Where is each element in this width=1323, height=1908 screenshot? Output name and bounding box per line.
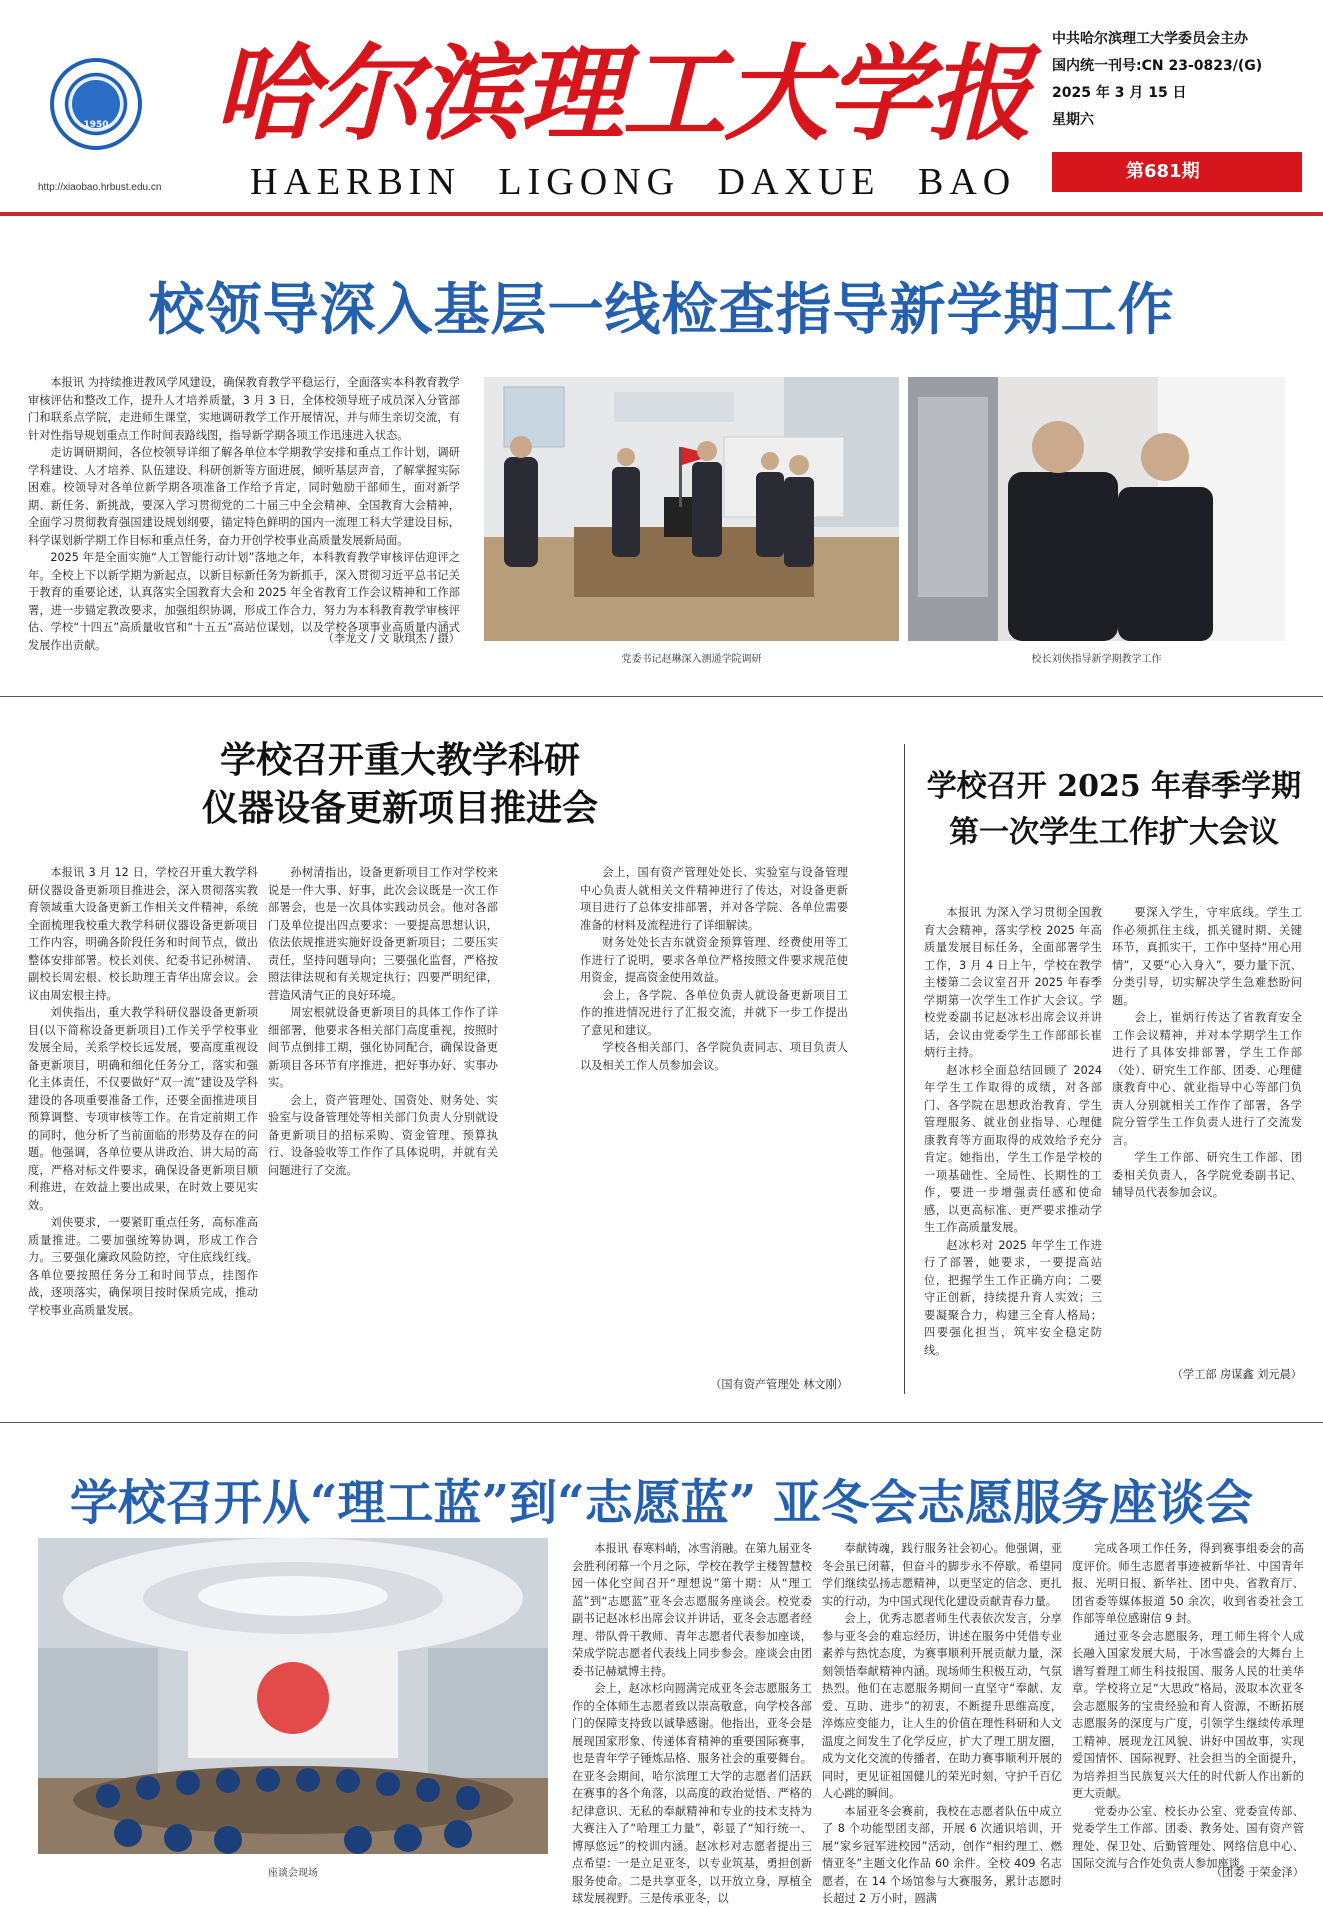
article3-signature: （学工部 房谋鑫 刘元晨） (1171, 1368, 1302, 1381)
meeting-room-scene (38, 1538, 548, 1854)
article2-paragraph: 本报讯 3 月 12 日，学校召开重大教学科研仪器设备更新项目推进会，深入贯彻落实教育领域重大设备更新工作相关文件精神，系统全面梳理我校重大教学科研仪器设备更新项目工作内容，明确各阶段任务和时间节点，做出整体安排部署。校长刘侠、纪委书记孙树清、副校长周宏根、校长助理王青华出席会议。会议由周宏根主持。 (28, 866, 258, 1002)
article3-paragraph: 要深入学生，守牢底线。学生工作必须抓住主线，抓关键时期、关键环节，真抓实干，工作中坚持“用心用情”，又要“心入身入”，要力量下沉、分类引导，切实解决学生急难愁盼问题。 (1112, 906, 1302, 1007)
article2-headline-line1: 学校召开重大教学科研 (219, 739, 580, 781)
article1-paragraph: 2025 年是全面实施“人工智能行动计划”落地之年，本科教育教学审核评估迎评之年。全校上下以新学期为新起点，以新目标新任务为新抓手，深入贯彻习近平总书记关于教育的重要论述，认真落实全国教育大会和 2025 年全省教育工作会议精神和工作部署，进一步锚定教改要求，加强组织协调，形成工作合力，努力为本科教育教学审核评估、学校“十四五”高质量收官和“十五五”高站位谋划，以及学校各项事业高质量内涵式发展作出贡献。 (28, 551, 460, 652)
article2-col3 (580, 864, 848, 1374)
article3-headline (914, 764, 1314, 856)
article2-paragraph: 会上，国有资产管理处处长、实验室与设备管理中心负责人就相关文件精神进行了传达，对设备更新项目进行了总体安排部署，并对各学院、各单位需要准备的材料及流程进行了详细解读。 (580, 866, 848, 932)
section-divider (0, 1422, 1323, 1423)
article2-paragraph: 会上，资产管理处、国资处、财务处、实验室与设备管理处等相关部门负责人分别就设备更新项目的招标采购、资金管理、预算执行、设备验收等工作作了具体说明，并就有关问题进行了交流。 (268, 1093, 498, 1177)
column-divider (904, 744, 905, 1394)
logo-year: 1950 (83, 120, 109, 130)
article3-paragraph: 本报讯 为深入学习贯彻全国教育大会精神，落实学校 2025 年高质量发展目标任务，全面部署学生工作，3 月 4 日上午，学校在教学主楼第二会议室召开 2025 年春季学期第一次学生工作扩大会议。学校党委副书记赵冰杉出席会议并讲话，会议由党委学生工作部部长崔炳行主持。 (924, 906, 1102, 1059)
article3-paragraph: 学生工作部、研究生工作部、团委相关负责人，各学院党委副书记、辅导员代表参加会议。 (1112, 1151, 1302, 1199)
article2-paragraph: 刘侠要求，一要紧盯重点任务，高标准高质量推进。二要加强统筹协调，形成工作合力。三要强化廉政风险防控，守住底线红线。各单位要按照任务分工和时间节点，挂图作战，逐项落实，确保项目按时保质完成，推动学校事业高质量发展。 (28, 1216, 258, 1317)
article2-paragraph: 刘侠指出，重大教学科研仪器设备更新项目(以下简称设备更新项目)工作关乎学校事业发展全局，关系学校长远发展，要高度重视设备更新项目，明确和细化任务分工，落实和强化主体责任，不仅要做好“双一流”建设及学科建设的各项重要准备工作，还要全面推进项目预算调整、专项审核等工作。在肯定前期工作的同时，他分析了当前面临的形势及存在的问题。他强调，各单位要从讲政治、讲大局的高度，严格对标文件要求，确保设备更新项目顺利推进，在效益上要出成果，在时效上要见实效。 (28, 1006, 258, 1212)
newspaper-url[interactable]: http://xiaobao.hrbust.edu.cn (38, 182, 162, 193)
university-logo (50, 58, 142, 150)
article2-paragraph: 孙树清指出，设备更新项目工作对学校来说是一件大事、好事，此次会议既是一次工作部署会，也是一次具体实践动员会。他对各部门及单位提出四点要求：一要提高思想认识，依法依规推进实施好设备更新项目；二要压实责任，坚持问题导向；三要强化监督，严格按照法律法规和有关规定执行；四要严明纪律，营造风清气正的良好环境。 (268, 866, 498, 1002)
article1-signature-wrap (280, 630, 460, 650)
article1-body (28, 374, 460, 652)
section-divider (0, 696, 1323, 697)
article2-signature-wrap (580, 1376, 848, 1396)
article1-photo-2 (908, 377, 1285, 641)
masthead (0, 0, 1323, 212)
article3-col2 (1112, 904, 1302, 1364)
article3-signature-wrap (1112, 1366, 1302, 1386)
sponsor: 中共哈尔滨理工大学委员会主办 (1052, 31, 1248, 47)
masthead-rule (0, 212, 1323, 216)
article1-photo-1 (484, 377, 899, 641)
article1-signature: （李龙文 / 文 耿琪杰 / 摄） (322, 632, 460, 645)
whiteboard-scene (908, 377, 1285, 641)
article1-photo-1-caption: 党委书记赵琳深入测通学院调研 (621, 654, 762, 665)
article1-headline: 校领导深入基层一线检查指导新学期工作 (148, 278, 1175, 343)
article4-col1 (572, 1540, 812, 1905)
article4-photo-caption: 座谈会现场 (268, 1868, 318, 1879)
article4-col2 (822, 1540, 1062, 1905)
issue-date: 2025 年 3 月 15 日 (1052, 85, 1187, 101)
article2-paragraph: 周宏根就设备更新项目的具体工作作了详细部署，他要求各相关部门高度重视，按照时间节点倒排工期，强化协同配合，确保设备更新项目各环节有序推进，把好事办好、实事办实。 (268, 1006, 498, 1089)
article2-paragraph: 学校各相关部门、各学院负责同志、项目负责人以及相关工作人员参加会议。 (580, 1041, 848, 1072)
article4-signature: （团委 于荣金泽） (1210, 1866, 1304, 1879)
article2-signature: （国有资产管理处 林文刚） (710, 1378, 848, 1391)
cn-number: 国内统一刊号:CN 23-0823/(G) (1052, 58, 1263, 74)
article4-paragraph: 完成各项工作任务，得到赛事组委会的高度评价。师生志愿者事迹被新华社、中国青年报、光明日报、新华社、团中央、省教育厅、团省委等媒体报道 50 余次，收到省委社会工作部等单位感谢信 9 封。 (1072, 1542, 1304, 1625)
article4-paragraph: 奉献铸魂，践行服务社会初心。他强调，亚冬会虽已闭幕，但奋斗的脚步永不停歇。希望同学们继续弘扬志愿精神，以更坚定的信念、更扎实的行动，为中国式现代化建设贡献青春力量。 (822, 1542, 1062, 1608)
article2-headline (100, 736, 700, 832)
article3-paragraph: 会上，崔炳行传达了省教育安全工作会议精神，并对本学期学生工作进行了具体安排部署，学生工作部（处）、研究生工作部、团委、心理健康教育中心、就业指导中心等部门负责人分别就相关工作作了部署，各学院分管学生工作负责人进行了交流发言。 (1112, 1011, 1302, 1147)
article3-headline-line2: 第一次学生工作扩大会议 (949, 815, 1279, 850)
article4-paragraph: 本报讯 春寒料峭，冰雪消融。在第九届亚冬会胜利闭幕一个月之际，学校在教学主楼智慧校园一体化空间召开“理想说”第十期：从“理工蓝”到“志愿蓝”亚冬会志愿服务座谈会。校党委副书记赵冰杉出席会议并讲话，亚冬会志愿者经理、带队骨干教师、青年志愿者代表参加座谈，荣成学院志愿者代表线上同步参会。座谈会由团委书记赫斌博主持。 (572, 1542, 812, 1678)
article3-col1 (924, 904, 1102, 1382)
article4-paragraph: 本届亚冬会赛前，我校在志愿者队伍中成立了 8 个功能型团支部，开展 6 次通识培训，开展“家乡冠军进校园”活动，创作“相约理工、燃情亚冬”主题文化作品 60 余件。全校 409 名志愿者，在 14 个场馆参与大赛服务，累计志愿时长超过 2 万小时，圆满 (822, 1804, 1062, 1905)
article2-col2 (268, 864, 498, 1394)
article1-paragraph: 本报讯 为持续推进教风学风建设，确保教育教学平稳运行，全面落实本科教育教学审核评估和整改工作，提升人才培养质量，3 月 3 日，全体校领导班子成员深入分管部门和联系点学院，走进师生课堂，实地调研教学工作开展情况，并与师生亲切交流，有针对性指导规划重点工作时间表路线图，指导新学期各项工作迅速进入状态。 (28, 376, 460, 442)
issue-meta (1052, 26, 1302, 134)
article3-paragraph: 赵冰杉对 2025 年学生工作进行了部署，她要求，一要提高站位，把握学生工作正确方向；二要守正创新，持续提升育人实效；三要凝聚合力，构建三全育人格局；四要强化担当，筑牢安全稳定防线。 (924, 1238, 1102, 1357)
article1-paragraph: 走访调研期间，各位校领导详细了解各单位本学期教学安排和重点工作计划，调研学科建设、人才培养、队伍建设、科研创新等方面进展，倾听基层声音，了解掌握实际困难。校领导对各单位新学期各项准备工作给予肯定，同时勉励干部师生，面对新学期、新任务、新挑战，要深入学习贯彻党的二十届三中全会精神、全国教育大会精神，全面学习贯彻教育强国建设规划纲要，锚定特色鲜明的国内一流理工科大学建设目标，科学谋划新学期工作目标和重点任务，奋力开创学校事业高质量发展新局面。 (28, 446, 460, 547)
article4-paragraph: 通过亚冬会志愿服务，理工师生将个人成长融入国家发展大局，于冰雪盛会的大舞台上谱写着理工师生科技报国、服务人民的壮美华章。学校将立足“大思政”格局，汲取本次亚冬会志愿服务的宝贵经验和育人资源，不断拓展志愿服务的深度与广度，引领学生继续传承理工精神、展现龙江风貌、讲好中国故事，实现爱国情怀、国际视野、社会担当的全面提升，为培养担当民族复兴大任的时代新人作出新的更大贡献。 (1072, 1629, 1304, 1800)
article2-headline-line2: 仪器设备更新项目推进会 (201, 787, 598, 829)
article4-headline: 学校召开从“理工蓝”到“志愿蓝” 亚冬会志愿服务座谈会 (69, 1475, 1254, 1531)
article2-col1 (28, 864, 258, 1394)
article4-photo (38, 1538, 548, 1854)
article2-paragraph: 会上，各学院、各单位负责人就设备更新项目工作的推进情况进行了汇报交流，并就下一步工作提出了意见和建议。 (580, 988, 848, 1037)
issue-number: 第681期 (1052, 152, 1302, 192)
issue-weekday: 星期六 (1052, 112, 1094, 128)
newspaper-title-cn: 哈尔滨理工大学报 (214, 32, 1031, 155)
article4-paragraph: 党委办公室、校长办公室、党委宣传部、党委学生工作部、团委、教务处、国有资产管理处、保卫处、后勤管理处、网络信息中心、国际交流与合作处负责人参加座谈。 (1072, 1804, 1304, 1870)
article1-photo-2-caption: 校长刘侠指导新学期教学工作 (1031, 654, 1162, 665)
article4-signature-wrap (1072, 1864, 1304, 1884)
article3-headline-line1: 学校召开 2025 年春季学期 (926, 769, 1302, 804)
article4-paragraph: 会上，优秀志愿者师生代表依次发言，分享参与亚冬会的难忘经历，讲述在服务中凭借专业素养与热忱态度，为赛事顺利开展贡献力量，深刻领悟奉献精神内涵。现场师生积极互动，气氛热烈。他们在志愿服务期间一直坚守“奉献、友爱、互助、进步”的初衷，不断提升思维高度，淬炼应变能力，让人生的价值在理性科研和人文温度之间发生了化学反应，扩大了理工朋友圈，成为文化交流的传播者，在助力赛事顺利开展的同时，更见证祖国健儿的荣光时刻，守护千百亿人心跳的瞬间。 (822, 1612, 1062, 1800)
article4-col3 (1072, 1540, 1304, 1870)
newspaper-title-en: HAERBIN LIGONG DAXUE BAO (250, 161, 1017, 203)
office-scene (484, 377, 899, 641)
article2-paragraph: 财务处处长吉东就资金预算管理、经费使用等工作进行了说明，要求各单位严格按照文件要求规范使用资金，提高资金使用效益。 (580, 936, 848, 984)
article3-paragraph: 赵冰杉全面总结回顾了 2024 年学生工作取得的成绩，对各部门、各学院在思想政治教育、学生管理服务、就业创业指导、心理健康教育等方面取得的成效给予充分肯定。她指出，学生工作是学校的一项基础性、全局性、长期性的工作，要进一步增强责任感和使命感，以更高标准、更严要求推动学生工作高质量发展。 (924, 1063, 1102, 1234)
article4-paragraph: 会上，赵冰杉向圆满完成亚冬会志愿服务工作的全体师生志愿者致以崇高敬意，向学校各部门的保障支持致以诚挚感谢。他指出，亚冬会是展现国家形象、传递体育精神的重要国际赛事，也是青年学子锤炼品格、服务社会的重要舞台。在亚冬会期间，哈尔滨理工大学的志愿者们活跃在赛事的各个角落，以高度的政治觉悟、严格的纪律意识、无私的奉献精神和专业的技术支持为大赛注入了“哈理工力量”，彰显了“知行统一、博厚悠远”的校训内涵。赵冰杉对志愿者提出三点希望：一是立足亚冬，以专业筑基，勇担创新服务使命。二是共享亚冬，以开放立身，厚植全球发展视野。三是传承亚冬，以 (572, 1682, 812, 1905)
